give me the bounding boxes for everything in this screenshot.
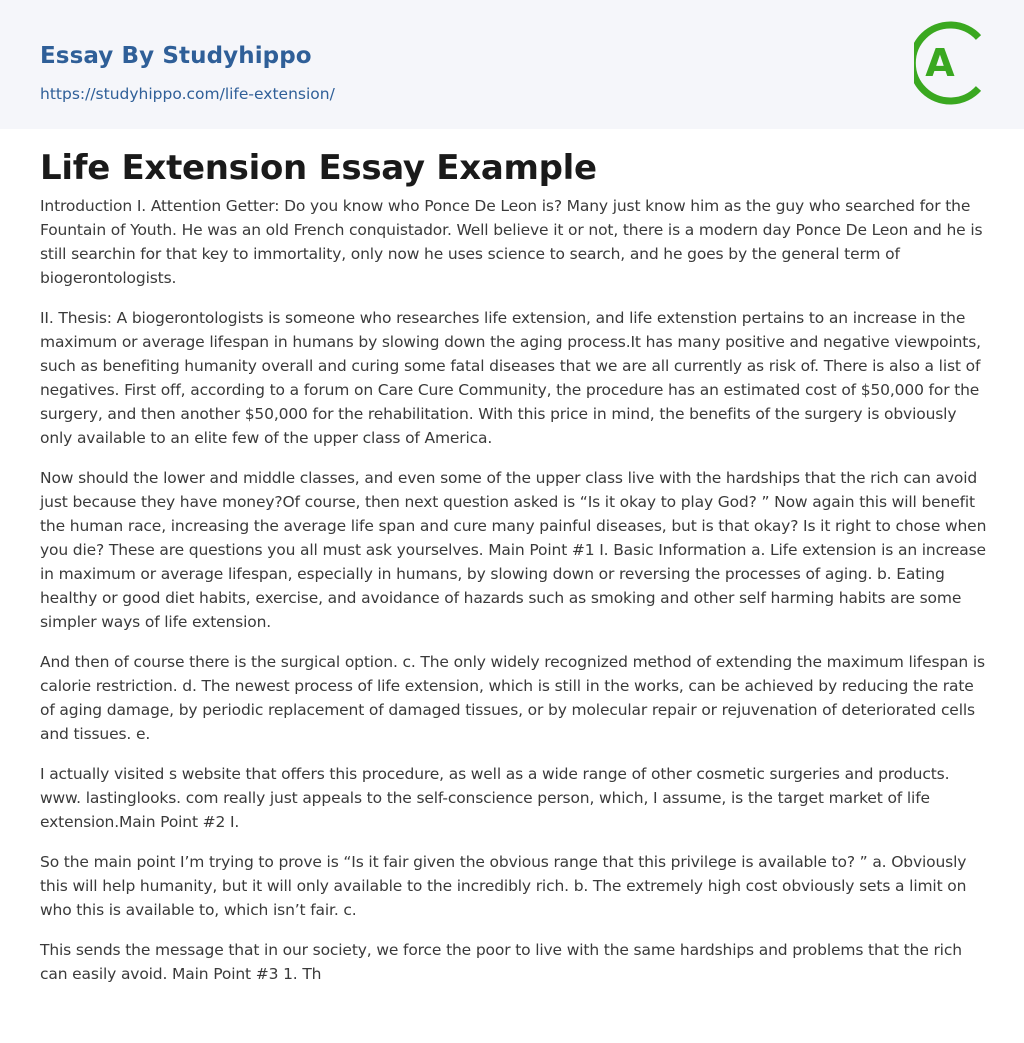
logo-letter: A [925,41,955,85]
page-url-link[interactable]: https://studyhippo.com/life-extension/ [40,85,335,103]
studyhippo-logo-icon[interactable] [914,20,986,106]
paragraph: II. Thesis: A biogerontologists is someone who researches life extension, and life extenstion pertains to an increase in the maximum or average lifespan in humans by slowing down the aging process.It has many positive and negative viewpoints, such as benefiting humanity overall and curing some fatal diseases that we are all currently as risk of. There is also a list of negatives. First off, according to a forum on Care Cure Community, the procedure has an estimated cost of $50,000 for the surgery, and then another $50,000 for the rehabilitation. With this price in mind, the benefits of the surgery is obviously only available to an elite few of the upper class of America. [40,309,981,447]
page-title: Life Extension Essay Example [40,148,597,188]
paragraph: So the main point I’m trying to prove is “Is it fair given the obvious range that this privilege is available to? ” a. Obviously this will help humanity, but it will only available to the incredibly rich. b. The extremely high cost obviously sets a limit on who this is available to, which isn’t fair. c. [40,853,967,919]
essay-body [40,194,988,1002]
paragraph: I actually visited s website that offers this procedure, as well as a wide range of other cosmetic surgeries and products. www. lastinglooks. com really just appeals to the self-conscience person, which, I assume, is the target market of life extension.Main Point #2 I. [40,765,950,831]
paragraph: And then of course there is the surgical option. c. The only widely recognized method of extending the maximum lifespan is calorie restriction. d. The newest process of life extension, which is still in the works, can be achieved by reducing the rate of aging damage, by periodic replacement of damaged tissues, or by molecular repair or rejuvenation of deteriorated cells and tissues. e. [40,653,985,743]
paragraph: Now should the lower and middle classes, and even some of the upper class live with the hardships that the rich can avoid just because they have money?Of course, then next question asked is “Is it okay to play God? ” Now again this will benefit the human race, increasing the average life span and cure many painful diseases, but is that okay? Is it right to chose when you die? These are questions you all must ask yourselves. Main Point #1 I. Basic Information a. Life extension is an increase in maximum or average lifespan, especially in humans, by slowing down or reversing the processes of aging. b. Eating healthy or good diet habits, exercise, and avoidance of hazards such as smoking and other self harming habits are some simpler ways of life extension. [40,469,987,631]
paragraph: This sends the message that in our society, we force the poor to live with the same hardships and problems that the rich can easily avoid. Main Point #3 1. Th [40,941,962,983]
paragraph: Introduction I. Attention Getter: Do you know who Ponce De Leon is? Many just know him as the guy who searched for the Fountain of Youth. He was an old French conquistador. Well believe it or not, there is a modern day Ponce De Leon and he is still searchin for that key to immortality, only now he uses science to search, and he goes by the general term of biogerontologists. [40,197,983,287]
brand-name[interactable]: Essay By Studyhippo [40,43,312,69]
site-header [0,0,1024,129]
